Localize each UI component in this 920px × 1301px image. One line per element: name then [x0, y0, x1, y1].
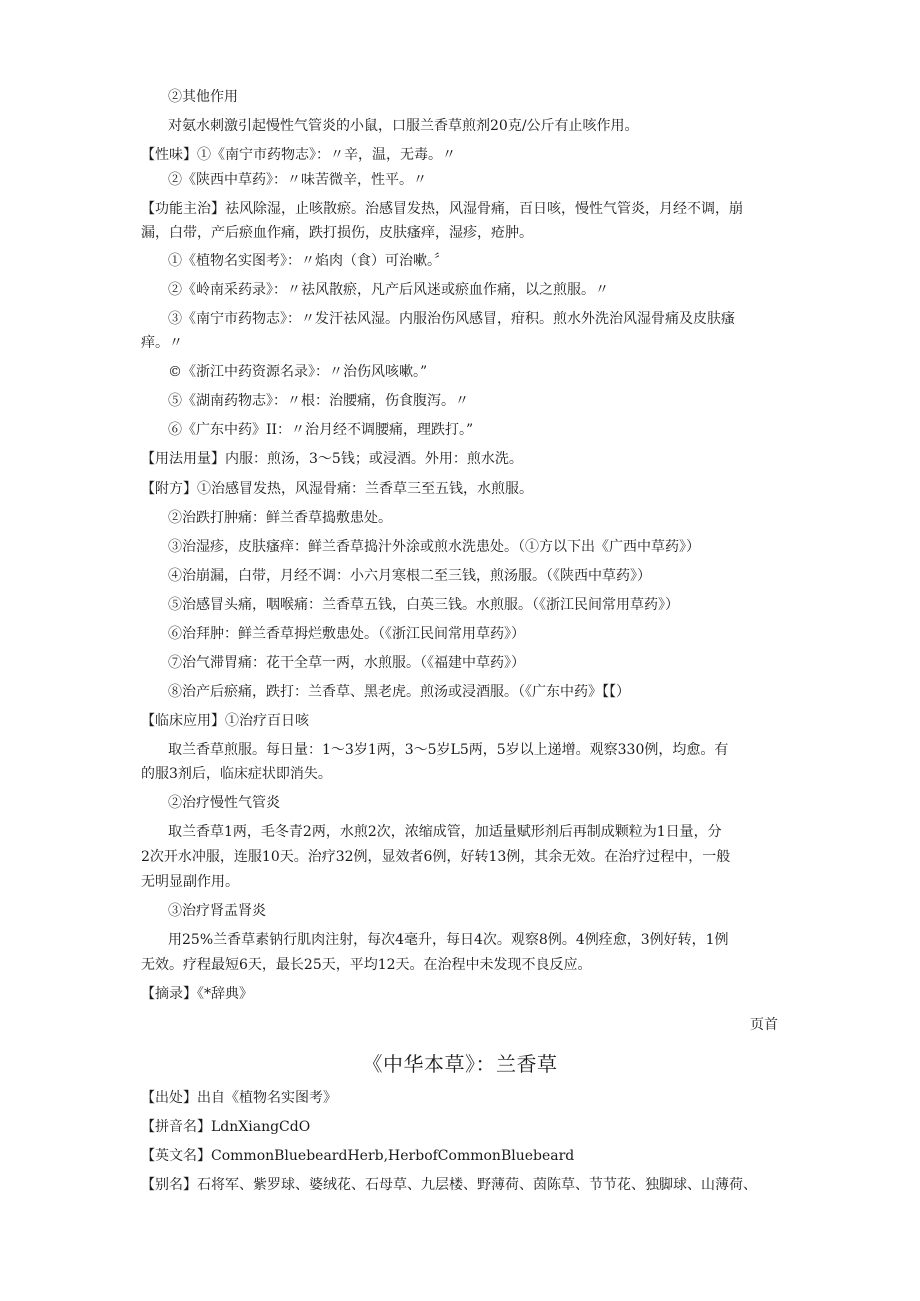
paragraph-line: ③治湿疹，皮肤瘙痒：鲜兰香草捣汁外涂或煎水洗患处。（①方以下出《广西中草药》）	[168, 539, 700, 555]
entry-taste-nature: 【性味】①《南宁市药物志》：〃辛，温，无毒。〃	[141, 147, 456, 163]
section-heading: ③治疗肾盂肾炎	[168, 903, 266, 919]
paragraph-line: 用25%兰香草素钠行肌肉注射，每次4毫升，每日4次。观察8例。4例痊愈，3例好转，1例	[168, 932, 729, 948]
entry-functions: 【功能主治】祛风除湿，止咳散瘀。治感冒发热，风湿骨痛，百日咳，慢性气管炎，月经不调，崩	[141, 201, 743, 217]
paragraph-line: ③《南宁市药物志》：〃发汗祛风湿。内服治伤风感冒，疳积。煎水外洗治风湿骨痛及皮肤瘙	[168, 311, 735, 327]
paragraph-line: ②《岭南采药录》：〃祛风散瘀，凡产后风迷或瘀血作痛，以之煎服。〃	[168, 282, 609, 298]
paragraph-line: ②治跌打肿痛：鲜兰香草捣敷患处。	[168, 510, 392, 526]
paragraph-line: 的服3剂后，临床症状即消失。	[141, 766, 332, 782]
entry-usage-dosage: 【用法用量】内服：煎汤，3〜5钱；或浸酒。外用：煎水洗。	[141, 451, 523, 467]
paragraph-line: 取兰香草煎服。每日量：1〜3岁1两，3〜5岁L5两，5岁以上递增。观察330例，均愈。有	[168, 742, 729, 758]
paragraph-line: ②《陕西中草药》：〃味苦微辛，性平。〃	[168, 172, 427, 188]
paragraph-line: 无效。疗程最短6天，最长25天，平均12天。在治程中未发现不良反应。	[141, 957, 592, 973]
paragraph-line: ⑤治感冒头痛，咽喉痛：兰香草五钱，白英三钱。水煎服。（《浙江民间常用草药》）	[168, 597, 679, 613]
paragraph-line: ⑧治产后瘀痛，跌打：兰香草、黑老虎。煎汤或浸酒服。（《广东中药》【【）	[168, 684, 630, 700]
entry-pinyin: 【拼音名】LdnXiangCdO	[141, 1119, 311, 1135]
page-title: 《中华本草》：兰香草	[362, 1052, 558, 1076]
paragraph-line: 取兰香草1两，毛冬青2两，水煎2次，浓缩成管，加适量赋形剂后再制成颗粒为1日量，分	[168, 824, 722, 840]
paragraph-line: 漏，白带，产后瘀血作痛，跌打损伤，皮肤瘙痒，湿疹，疮肿。	[141, 225, 533, 241]
entry-source: 【出处】出自《植物名实图考》	[141, 1090, 337, 1106]
paragraph-line: 对氨水刺激引起慢性气管炎的小鼠，口服兰香草煎剂20克/公斤有止咳作用。	[168, 118, 639, 134]
paragraph-line: ①《植物名实图考》：〃焰肉（食）可治嗽。〞	[168, 253, 448, 269]
paragraph-line: ©《浙江中药资源名录》：〃治伤风咳嗽。”	[168, 364, 428, 380]
entry-english-name: 【英文名】CommonBluebeardHerb,HerbofCommonBluebeard	[141, 1148, 575, 1164]
entry-clinical-use: 【临床应用】①治疗百日咳	[141, 713, 309, 729]
paragraph-line: 无明显副作用。	[141, 874, 239, 890]
back-to-top-link[interactable]: 页首	[750, 1017, 778, 1033]
section-heading: ②治疗慢性气管炎	[168, 795, 280, 811]
paragraph-line: 2次开水冲服，连服10天。治疗32例，显效者6例，好转13例，其余无效。在治疗过程中，一般	[141, 849, 731, 865]
paragraph-line: ⑦治气滞胃痛：花干全草一两，水煎服。（《福建中草药》）	[168, 655, 525, 671]
paragraph-line: ⑥《广东中药》II：〃治月经不调腰痛，理跌打。”	[168, 422, 474, 438]
entry-aliases: 【别名】石将军、紫罗球、婆绒花、石母草、九层楼、野薄荷、茵陈草、节节花、独脚球、山薄荷、	[141, 1177, 757, 1193]
section-heading: ②其他作用	[168, 89, 238, 105]
entry-excerpt: 【摘录】《*辞典》	[141, 986, 253, 1002]
paragraph-line: ⑥治拜肿：鲜兰香草拇烂敷患处。（《浙江民间常用草药》）	[168, 626, 525, 642]
paragraph-line: 痒。〃	[141, 335, 183, 351]
paragraph-line: ⑤《湖南药物志》：〃根：治腰痛，伤食腹泻。〃	[168, 393, 469, 409]
paragraph-line: ④治崩漏，白带，月经不调：小六月寒根二至三钱，煎汤服。（《陕西中草药》）	[168, 568, 651, 584]
entry-prescriptions: 【附方】①治感冒发热，风湿骨痛：兰香草三至五钱，水煎服。	[141, 481, 533, 497]
